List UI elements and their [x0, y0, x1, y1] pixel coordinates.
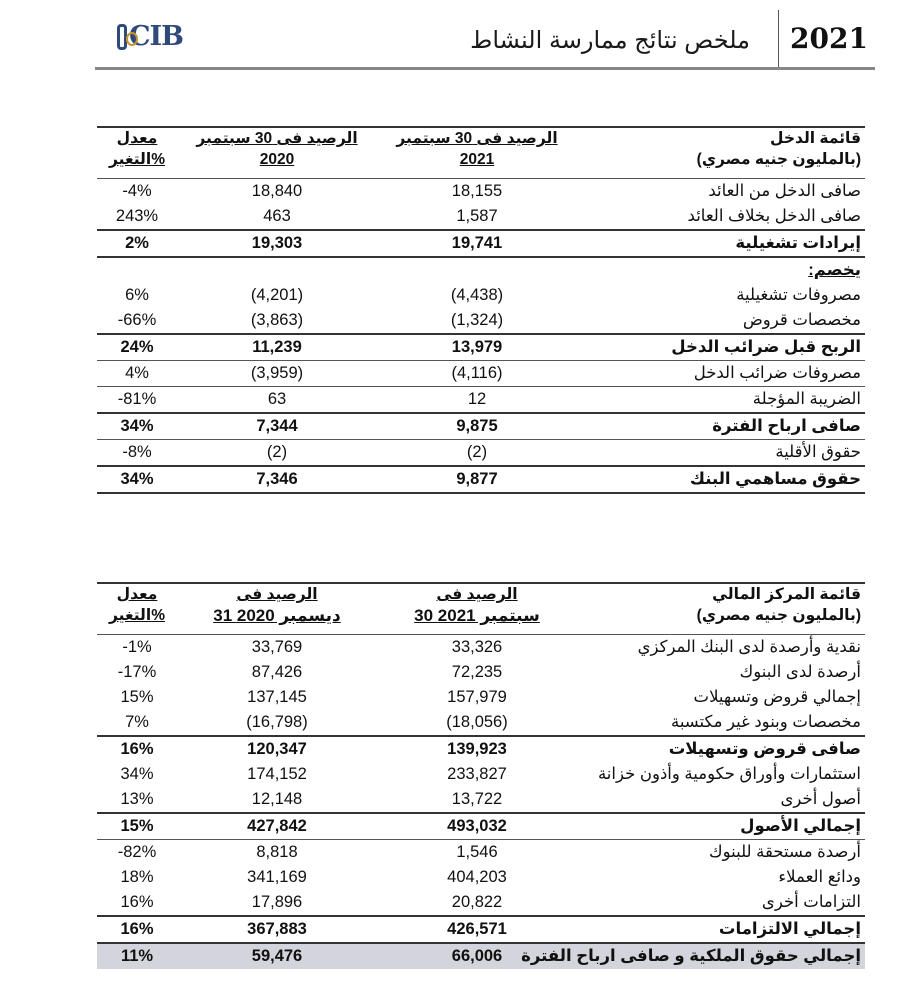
cell-chg: -8%	[97, 440, 177, 467]
cell-chg: 11%	[97, 943, 177, 969]
table-row-subtotal	[97, 334, 865, 361]
income-head-change: معدل التغير%	[97, 127, 177, 179]
table-row	[97, 308, 865, 334]
cell-lbl: مصروفات تشغيلية	[736, 286, 861, 304]
cell-chg: 24%	[97, 334, 177, 361]
table-row	[97, 685, 865, 710]
income-head-prev: الرصيد فى 30 سبتمبر 2020	[177, 127, 377, 179]
cell-prev: 120,347	[177, 736, 377, 762]
cell-cur: (4,438)	[450, 286, 504, 304]
cell-cur: 1,587	[456, 207, 498, 225]
table-row	[97, 865, 865, 890]
balance-sheet-table	[97, 582, 865, 969]
balance-head-change: معدل التغير%	[97, 583, 177, 635]
table-row-subtotal	[97, 916, 865, 943]
cell-lbl: صافى الدخل من العائد	[577, 179, 865, 205]
cell-chg: -17%	[117, 663, 157, 681]
cell-cur: 66,006	[377, 943, 577, 969]
cell-cur: 19,741	[377, 230, 577, 257]
cell-lbl: حقوق الأقلية	[577, 440, 865, 467]
cell-chg: 15%	[97, 813, 177, 840]
cell-chg: 34%	[97, 413, 177, 440]
table-row-total	[97, 943, 865, 969]
cell-prev: 17,896	[251, 893, 303, 911]
table-row	[97, 840, 865, 866]
cell-prev: 341,169	[247, 868, 307, 886]
cell-prev: 59,476	[177, 943, 377, 969]
cell-cur: 1,546	[377, 840, 577, 866]
cell-chg: -4%	[97, 179, 177, 205]
cell-prev: (4,201)	[250, 286, 304, 304]
income-statement-table	[97, 126, 865, 494]
table-row	[97, 787, 865, 813]
cell-prev: (2)	[177, 440, 377, 467]
table-row-subtotal	[97, 413, 865, 440]
cell-chg: 13%	[120, 790, 154, 808]
cell-prev: (16,798)	[246, 713, 308, 731]
cell-lbl: مصروفات ضرائب الدخل	[577, 361, 865, 387]
cell-chg: 6%	[125, 286, 149, 304]
cell-cur: 493,032	[377, 813, 577, 840]
cell-lbl: إجمالي الأصول	[577, 813, 865, 840]
cell-lbl: نقدية وأرصدة لدى البنك المركزي	[577, 635, 865, 661]
cell-chg: 16%	[120, 893, 154, 911]
cib-logo	[117, 22, 183, 52]
cib-logo-mark	[117, 24, 127, 50]
cell-lbl: مخصصات قروض	[742, 311, 861, 329]
cell-prev: 19,303	[177, 230, 377, 257]
page-title: ملخص نتائج ممارسة النشاط	[470, 27, 750, 54]
table-row	[97, 635, 865, 661]
cell-chg: 34%	[97, 466, 177, 493]
cell-cur: (1,324)	[450, 311, 504, 329]
cell-lbl: مخصصات وبنود غير مكتسبة	[670, 713, 861, 731]
cell-cur: 426,571	[377, 916, 577, 943]
cell-prev: 18,840	[177, 179, 377, 205]
cell-cur: 139,923	[377, 736, 577, 762]
cell-lbl: الضريبة المؤجلة	[577, 387, 865, 414]
cell-cur: 12	[377, 387, 577, 414]
cell-lbl: صافى الدخل بخلاف العائد	[687, 207, 861, 225]
cell-chg: 34%	[120, 765, 154, 783]
table-row	[97, 179, 865, 205]
cell-chg: 18%	[120, 868, 154, 886]
cell-prev: 8,818	[177, 840, 377, 866]
cell-prev: 33,769	[177, 635, 377, 661]
table-row	[97, 710, 865, 736]
balance-head-prev: الرصيد فى 31 ديسمبر 2020	[177, 583, 377, 635]
balance-header-row	[97, 583, 865, 635]
report-year: 2021	[790, 22, 868, 55]
cell-cur: 157,979	[447, 688, 507, 706]
table-row-subtotal	[97, 230, 865, 257]
cell-cur: (4,116)	[377, 361, 577, 387]
cell-chg: 243%	[115, 207, 159, 225]
income-header-row	[97, 127, 865, 179]
cell-chg: 16%	[97, 916, 177, 943]
cell-prev: 7,344	[177, 413, 377, 440]
cell-cur: 13,722	[451, 790, 503, 808]
balance-head-label: قائمة المركز المالي (بالمليون جنيه مصري)	[577, 583, 865, 635]
cell-cur: (18,056)	[446, 713, 508, 731]
table-row	[97, 361, 865, 387]
cell-prev: (3,863)	[250, 311, 304, 329]
cell-lbl: أرصدة لدى البنوك	[739, 663, 861, 681]
cell-lbl: أرصدة مستحقة للبنوك	[577, 840, 865, 866]
cell-lbl: استثمارات وأوراق حكومية وأذون خزانة	[597, 765, 861, 783]
cell-cur: 13,979	[377, 334, 577, 361]
cell-prev: 12,148	[251, 790, 303, 808]
cell-prev: 7,346	[177, 466, 377, 493]
cell-lbl: ودائع العملاء	[778, 868, 861, 886]
cell-chg: 4%	[97, 361, 177, 387]
cell-prev: 87,426	[251, 663, 303, 681]
table-row	[97, 283, 865, 308]
cell-lbl: الربح قبل ضرائب الدخل	[577, 334, 865, 361]
cell-cur: 18,155	[377, 179, 577, 205]
cell-lbl: حقوق مساهمي البنك	[577, 466, 865, 493]
cell-chg: 15%	[120, 688, 154, 706]
table-row-subtotal	[97, 813, 865, 840]
cell-cur: 404,203	[447, 868, 507, 886]
table-row	[97, 660, 865, 685]
header-rule	[95, 67, 875, 70]
cell-prev: 367,883	[177, 916, 377, 943]
cell-chg: -1%	[97, 635, 177, 661]
cell-lbl: التزامات أخرى	[761, 893, 861, 911]
cell-lbl: صافى قروض وتسهيلات	[577, 736, 865, 762]
cell-prev: 63	[177, 387, 377, 414]
cell-chg: 7%	[125, 713, 149, 731]
table-row-subtotal	[97, 736, 865, 762]
cell-cur: 9,877	[377, 466, 577, 493]
cell-chg: 2%	[97, 230, 177, 257]
cell-lbl: إجمالي الالتزامات	[577, 916, 865, 943]
table-row-total	[97, 466, 865, 493]
cell-lbl: صافى ارباح الفترة	[577, 413, 865, 440]
cell-cur: 33,326	[377, 635, 577, 661]
cell-chg: 16%	[97, 736, 177, 762]
income-head-cur: الرصيد فى 30 سبتمبر 2021	[377, 127, 577, 179]
cell-prev: 137,145	[247, 688, 307, 706]
cell-cur: 72,235	[451, 663, 503, 681]
header-divider	[778, 10, 779, 68]
cell-prev: 427,842	[177, 813, 377, 840]
deduct-label: يخصم:	[808, 261, 861, 279]
cell-cur: (2)	[377, 440, 577, 467]
income-head-label: قائمة الدخل (بالمليون جنيه مصري)	[577, 127, 865, 179]
table-row	[97, 762, 865, 787]
cell-prev: 11,239	[177, 334, 377, 361]
cell-chg: -82%	[97, 840, 177, 866]
balance-head-cur: الرصيد فى 30 سبتمبر 2021	[377, 583, 577, 635]
cell-lbl: إجمالي قروض وتسهيلات	[693, 688, 861, 706]
cell-chg: -66%	[117, 311, 157, 329]
cell-cur: 20,822	[451, 893, 503, 911]
table-row	[97, 890, 865, 916]
table-row	[97, 387, 865, 414]
cell-lbl: أصول أخرى	[780, 790, 861, 808]
cell-lbl: إيرادات تشغيلية	[577, 230, 865, 257]
table-row	[97, 440, 865, 467]
cell-prev: 174,152	[247, 765, 307, 783]
cell-prev: 463	[263, 207, 291, 225]
cell-cur: 233,827	[447, 765, 507, 783]
cib-logo-text: CIB	[129, 21, 183, 52]
cell-chg: -81%	[97, 387, 177, 414]
cell-prev: (3,959)	[177, 361, 377, 387]
cell-cur: 9,875	[377, 413, 577, 440]
table-row	[97, 204, 865, 230]
cell-lbl: إجمالي حقوق الملكية و صافى ارباح الفترة	[577, 943, 865, 969]
deduct-row	[97, 257, 865, 283]
